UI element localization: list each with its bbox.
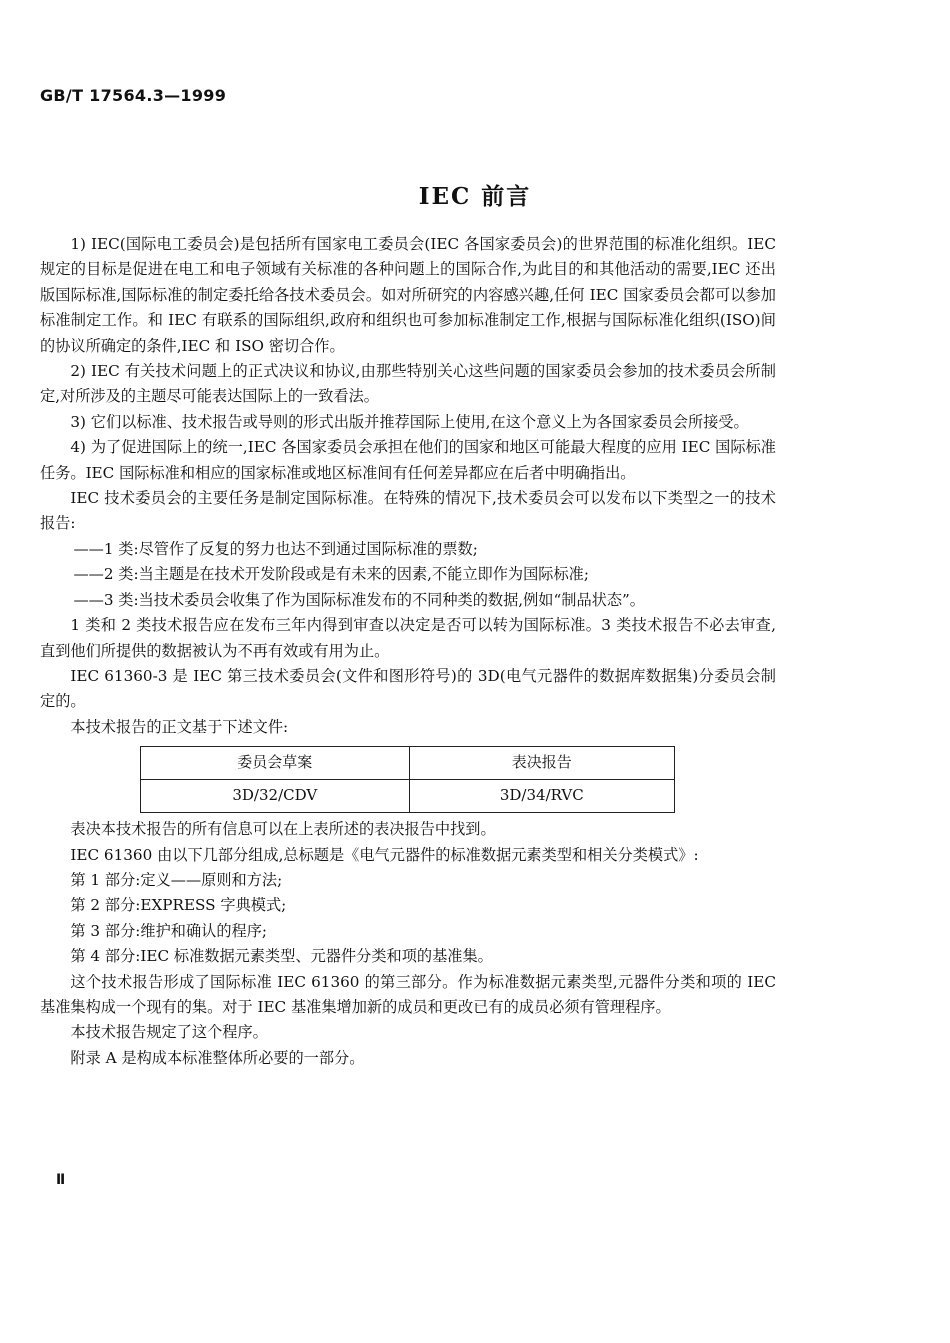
paragraph-12: 本技术报告规定了这个程序。 [70,1023,268,1042]
report-type-3: ——3 类:当技术委员会收集了作为国际标准发布的不同种类的数据,例如“制品状态”。 [73,590,645,609]
document-body [40,232,776,1071]
part-2: 第 2 部分:EXPRESS 字典模式; [70,896,287,915]
voting-table [140,746,675,813]
paragraph-7: IEC 61360-3 是 IEC 第三技术委员会(文件和图形符号)的 3D(电气元器件的数据库数据集)分委员会制定的。 [40,666,776,711]
paragraph-3: 3) 它们以标准、技术报告或导则的形式出版并推荐国际上使用,在这个意义上为各国家委员会所接受。 [70,412,749,431]
paragraph-9: 表决本技术报告的所有信息可以在上表所述的表决报告中找到。 [70,820,496,839]
paragraph-13: 附录 A 是构成本标准整体所必要的一部分。 [70,1048,365,1067]
table-cell: 3D/32/CDV [141,780,410,813]
table-cell: 3D/34/RVC [409,780,674,813]
page-number: Ⅱ [56,1172,66,1188]
page-title: IEC 前言 [418,183,532,210]
table-header-cell: 委员会草案 [141,747,410,780]
part-4: 第 4 部分:IEC 标准数据元素类型、元器件分类和项的基准集。 [70,947,493,966]
paragraph-10: IEC 61360 由以下几部分组成,总标题是《电气元器件的标准数据元素类型和相关分类模式》: [70,845,699,864]
table-header-cell: 表决报告 [409,747,674,780]
table-row [141,780,675,813]
report-type-2: ——2 类:当主题是在技术开发阶段或是有未来的因素,不能立即作为国际标准; [73,565,589,584]
paragraph-11: 这个技术报告形成了国际标准 IEC 61360 的第三部分。作为标准数据元素类型,元器件分类和项的 IEC 基准集构成一个现有的集。对于 IEC 基准集增加新的成员和更改已有的成员必须有管理程序。 [40,972,776,1016]
document-id: GB/T 17564.3—1999 [40,86,227,105]
paragraph-2: 2) IEC 有关技术问题上的正式决议和协议,由那些特别关心这些问题的国家委员会参加的技术委员会所制定,对所涉及的主题尽可能表达国际上的一致看法。 [40,362,776,406]
part-1: 第 1 部分:定义——原则和方法; [70,870,283,889]
table-header-row [141,747,675,780]
part-3: 第 3 部分:维护和确认的程序; [70,921,268,940]
paragraph-1: 1) IEC(国际电工委员会)是包括所有国家电工委员会(IEC 各国家委员会)的世界范围的标准化组织。IEC 规定的目标是促进在电工和电子领域有关标准的各种问题上的国际合作,为此目的和其他活动的需要,IEC 还出版国际标准,国际标准的制定委托给各技术委员会。如对所研究的内容感兴趣,任何 IEC 国家委员会都可以参加标准制定工作。和 IEC 有联系的国际组织,政府和组织也可参加标准制定工作,根据与国际标准化组织(ISO)间的协议所确定的条件,IEC 和 ISO 密切合作。 [40,235,776,355]
paragraph-6: 1 类和 2 类技术报告应在发布三年内得到审查以决定是否可以转为国际标准。3 类技术报告不必去审查,直到他们所提供的数据被认为不再有效或有用为止。 [40,616,776,660]
paragraph-8: 本技术报告的正文基于下述文件: [70,717,289,736]
paragraph-4: 4) 为了促进国际上的统一,IEC 各国家委员会承担在他们的国家和地区可能最大程度的应用 IEC 国际标准任务。IEC 国际标准和相应的国家标准或地区标准间有任何差异都应在后者中明确指出。 [40,438,776,482]
report-type-1: ——1 类:尽管作了反复的努力也达不到通过国际标准的票数; [73,539,478,558]
paragraph-5: IEC 技术委员会的主要任务是制定国际标准。在特殊的情况下,技术委员会可以发布以下类型之一的技术报告: [40,489,776,533]
